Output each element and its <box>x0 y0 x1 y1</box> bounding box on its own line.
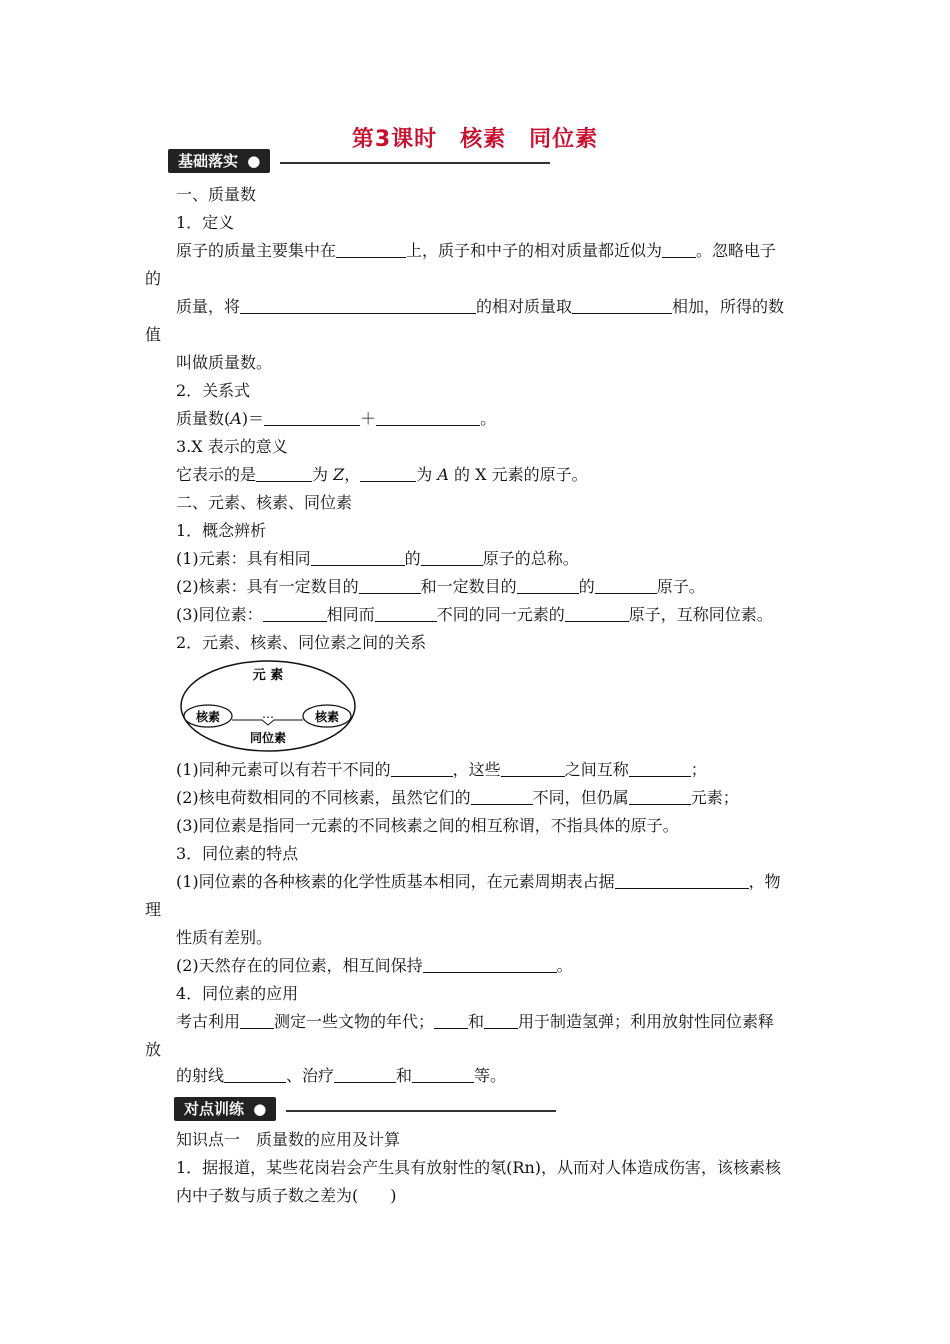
text-line: 它表示的是 为 Z， 为 A 的 X 元素的原子。 <box>176 465 588 484</box>
page-title: 第3课时 核素 同位素 <box>351 127 599 152</box>
section-divider-line <box>286 1110 556 1112</box>
diagram-dots: … <box>262 707 274 721</box>
fill-blank <box>565 605 629 622</box>
fill-blank <box>471 788 533 805</box>
fill-blank <box>615 872 749 889</box>
text-line: 质量，将 的相对质量取 相加，所得的数 <box>176 297 785 316</box>
bullet-dot-icon: ● <box>247 152 261 170</box>
subheading-concepts: 1．概念辨析 <box>176 521 267 540</box>
text-line: 性质有差别。 <box>176 928 273 947</box>
section-label-practice <box>174 1097 276 1121</box>
bullet-dot-icon: ● <box>253 1100 267 1118</box>
fill-blank <box>391 760 453 777</box>
text-line: 质量数(A)＝ ＋ 。 <box>176 409 497 428</box>
subheading-meaning: 3.X 表示的意义 <box>176 437 288 456</box>
text-line: (3)同位素： 相同而 不同的同一元素的 原子，互称同位素。 <box>176 605 773 624</box>
subheading-relation: 2．关系式 <box>176 381 251 400</box>
text-line: 值 <box>145 325 162 344</box>
fill-blank <box>501 760 565 777</box>
fill-blank <box>517 577 579 594</box>
fill-blank <box>264 409 360 426</box>
section-label-basic <box>168 149 270 173</box>
text-line: (1)同种元素可以有若干不同的 ，这些 之间互称 ； <box>176 760 707 779</box>
text-line: 的射线 、治疗 和 等。 <box>176 1066 507 1085</box>
text-line: (1)同位素的各种核素的化学性质基本相同，在元素周期表占据 ，物 <box>176 872 781 891</box>
text-line: 的 <box>145 269 162 288</box>
diagram-nuclide-right: 核素 <box>314 710 340 724</box>
subheading-relationship: 2．元素、核素、同位素之间的关系 <box>176 633 427 652</box>
text-line: 原子的质量主要集中在 上，质子和中子的相对质量都近似为 。忽略电子 <box>176 241 777 260</box>
text-line: 考古利用 测定一些文物的年代； 和 用于制造氢弹；利用放射性同位素释 <box>176 1012 775 1031</box>
text-line: (2)天然存在的同位素，相互间保持 。 <box>176 956 573 975</box>
text-line: 理 <box>145 900 162 919</box>
subheading-applications: 4．同位素的应用 <box>176 984 299 1003</box>
text-line: (2)核素：具有一定数目的 和一定数目的 的 原子。 <box>176 577 705 596</box>
fill-blank <box>240 1012 274 1029</box>
fill-blank <box>421 549 483 566</box>
fill-blank <box>375 605 437 622</box>
fill-blank <box>434 1012 468 1029</box>
fill-blank <box>484 1012 518 1029</box>
heading-mass-number: 一、质量数 <box>176 185 257 204</box>
text-line: (1)元素：具有相同 的 原子的总称。 <box>176 549 579 568</box>
question-text: 1．据报道，某些花岗岩会产生具有放射性的氡(Rn)，从而对人体造成伤害，该核素核 <box>176 1158 782 1177</box>
knowledge-point-heading: 知识点一 质量数的应用及计算 <box>176 1130 401 1149</box>
text-line: 叫做质量数。 <box>176 353 273 372</box>
fill-blank <box>224 1066 286 1083</box>
fill-blank <box>412 1066 474 1083</box>
text-line: (3)同位素是指同一元素的不同核素之间的相互称谓，不指具体的原子。 <box>176 816 679 835</box>
fill-blank <box>376 409 480 426</box>
subheading-definition: 1．定义 <box>176 213 235 232</box>
fill-blank <box>311 549 405 566</box>
text-line: (2)核电荷数相同的不同核素，虽然它们的 不同，但仍属 元素； <box>176 788 739 807</box>
fill-blank <box>572 297 672 314</box>
section-label-basic-text: 基础落实 <box>178 152 239 170</box>
heading-elements: 二、元素、核素、同位素 <box>176 493 353 512</box>
text-line: 放 <box>145 1040 162 1059</box>
fill-blank <box>336 241 406 258</box>
fill-blank <box>359 577 421 594</box>
fill-blank <box>334 1066 396 1083</box>
fill-blank <box>423 956 557 973</box>
subheading-features: 3．同位素的特点 <box>176 844 299 863</box>
fill-blank <box>240 297 476 314</box>
fill-blank <box>595 577 657 594</box>
diagram-nuclide-left: 核素 <box>195 710 221 724</box>
diagram-element-label: 元 素 <box>252 668 284 683</box>
fill-blank <box>629 760 691 777</box>
diagram-isotope-label: 同位素 <box>249 731 287 745</box>
section-divider <box>280 162 550 164</box>
question-text: 内中子数与质子数之差为( ) <box>176 1186 397 1205</box>
fill-blank <box>629 788 691 805</box>
relationship-diagram <box>178 658 358 754</box>
fill-blank <box>360 465 416 482</box>
section-label-practice-text: 对点训练 <box>184 1100 245 1118</box>
fill-blank <box>263 605 327 622</box>
fill-blank <box>256 465 312 482</box>
fill-blank <box>662 241 696 258</box>
